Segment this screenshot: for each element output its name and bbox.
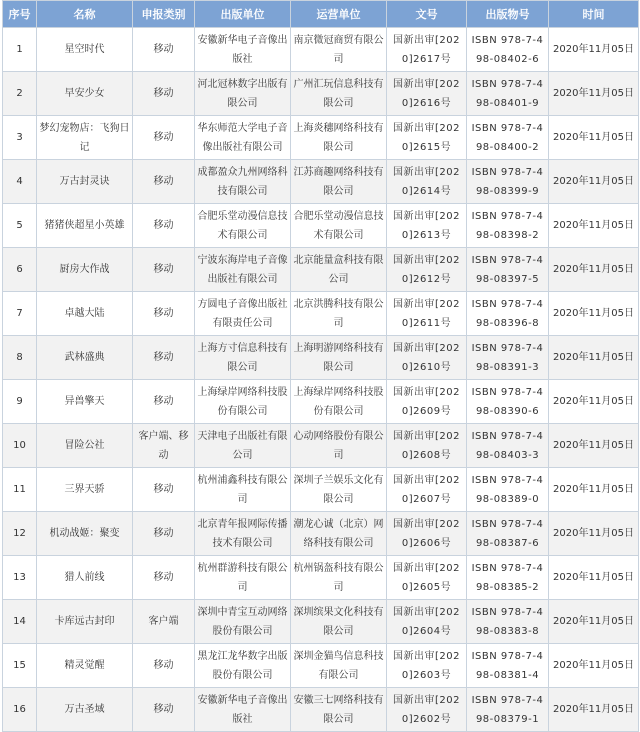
cell-operator: 合肥乐堂动漫信息技术有限公司 — [291, 204, 387, 248]
cell-name: 武林盛典 — [37, 336, 133, 380]
cell-no: 9 — [3, 380, 37, 424]
cell-date: 2020年11月05日 — [549, 688, 639, 732]
cell-publisher: 宁波东海岸电子音像出版社有限公司 — [195, 248, 291, 292]
cell-publisher: 黑龙江龙华数字出版股份有限公司 — [195, 644, 291, 688]
table-row — [3, 468, 639, 512]
table-row — [3, 644, 639, 688]
cell-publisher: 深圳中青宝互动网络股份有限公司 — [195, 600, 291, 644]
cell-date: 2020年11月05日 — [549, 556, 639, 600]
header-doc-number: 文号 — [387, 1, 467, 28]
cell-publisher: 杭州浦鑫科技有限公司 — [195, 468, 291, 512]
table-row — [3, 424, 639, 468]
cell-category: 移动 — [133, 160, 195, 204]
cell-name: 梦幻宠物店：飞狗日记 — [37, 116, 133, 160]
header-category: 申报类别 — [133, 1, 195, 28]
cell-category: 移动 — [133, 336, 195, 380]
cell-doc-number: 国新出审[2020]2608号 — [387, 424, 467, 468]
cell-doc-number: 国新出审[2020]2604号 — [387, 600, 467, 644]
table-body — [3, 28, 639, 732]
cell-isbn: ISBN 978-7-498-08402-6 — [467, 28, 549, 72]
cell-operator: 安徽三七网络科技有限公司 — [291, 688, 387, 732]
cell-category: 移动 — [133, 556, 195, 600]
cell-operator: 深圳子兰娱乐文化有限公司 — [291, 468, 387, 512]
cell-category: 移动 — [133, 204, 195, 248]
table-row — [3, 512, 639, 556]
cell-name: 万古圣域 — [37, 688, 133, 732]
cell-operator: 北京能量盒科技有限公司 — [291, 248, 387, 292]
cell-date: 2020年11月05日 — [549, 72, 639, 116]
cell-isbn: ISBN 978-7-498-08397-5 — [467, 248, 549, 292]
cell-operator: 上海绿岸网络科技股份有限公司 — [291, 380, 387, 424]
cell-doc-number: 国新出审[2020]2617号 — [387, 28, 467, 72]
table-row — [3, 204, 639, 248]
cell-isbn: ISBN 978-7-498-08379-1 — [467, 688, 549, 732]
cell-doc-number: 国新出审[2020]2613号 — [387, 204, 467, 248]
cell-doc-number: 国新出审[2020]2616号 — [387, 72, 467, 116]
cell-isbn: ISBN 978-7-498-08389-0 — [467, 468, 549, 512]
cell-publisher: 杭州群游科技有限公司 — [195, 556, 291, 600]
cell-isbn: ISBN 978-7-498-08383-8 — [467, 600, 549, 644]
cell-name: 猎人前线 — [37, 556, 133, 600]
cell-isbn: ISBN 978-7-498-08399-9 — [467, 160, 549, 204]
header-row — [3, 1, 639, 28]
cell-doc-number: 国新出审[2020]2611号 — [387, 292, 467, 336]
game-approval-table — [2, 0, 639, 732]
cell-doc-number: 国新出审[2020]2609号 — [387, 380, 467, 424]
cell-name: 万古封灵诀 — [37, 160, 133, 204]
cell-no: 5 — [3, 204, 37, 248]
cell-no: 4 — [3, 160, 37, 204]
table-row — [3, 292, 639, 336]
header-date: 时间 — [549, 1, 639, 28]
cell-category: 移动 — [133, 116, 195, 160]
cell-name: 卡库远古封印 — [37, 600, 133, 644]
cell-date: 2020年11月05日 — [549, 116, 639, 160]
cell-isbn: ISBN 978-7-498-08385-2 — [467, 556, 549, 600]
cell-doc-number: 国新出审[2020]2606号 — [387, 512, 467, 556]
cell-name: 早安少女 — [37, 72, 133, 116]
cell-date: 2020年11月05日 — [549, 160, 639, 204]
cell-date: 2020年11月05日 — [549, 204, 639, 248]
cell-operator: 江苏商趣网络科技有限公司 — [291, 160, 387, 204]
cell-isbn: ISBN 978-7-498-08387-6 — [467, 512, 549, 556]
cell-category: 客户端、移动 — [133, 424, 195, 468]
cell-no: 7 — [3, 292, 37, 336]
cell-no: 10 — [3, 424, 37, 468]
cell-date: 2020年11月05日 — [549, 424, 639, 468]
cell-category: 移动 — [133, 72, 195, 116]
cell-date: 2020年11月05日 — [549, 248, 639, 292]
cell-operator: 心动网络股份有限公司 — [291, 424, 387, 468]
cell-doc-number: 国新出审[2020]2603号 — [387, 644, 467, 688]
cell-category: 客户端 — [133, 600, 195, 644]
cell-name: 机动战姬：聚变 — [37, 512, 133, 556]
table-row — [3, 600, 639, 644]
cell-no: 3 — [3, 116, 37, 160]
cell-publisher: 合肥乐堂动漫信息技术有限公司 — [195, 204, 291, 248]
cell-date: 2020年11月05日 — [549, 468, 639, 512]
cell-date: 2020年11月05日 — [549, 380, 639, 424]
table-row — [3, 116, 639, 160]
table-row — [3, 336, 639, 380]
cell-no: 14 — [3, 600, 37, 644]
cell-name: 精灵觉醒 — [37, 644, 133, 688]
cell-category: 移动 — [133, 248, 195, 292]
cell-no: 1 — [3, 28, 37, 72]
header-no: 序号 — [3, 1, 37, 28]
cell-category: 移动 — [133, 468, 195, 512]
cell-publisher: 天津电子出版社有限公司 — [195, 424, 291, 468]
cell-isbn: ISBN 978-7-498-08381-4 — [467, 644, 549, 688]
cell-operator: 广州汇玩信息科技有限公司 — [291, 72, 387, 116]
cell-category: 移动 — [133, 512, 195, 556]
cell-operator: 上海炎穗网络科技有限公司 — [291, 116, 387, 160]
cell-operator: 上海明游网络科技有限公司 — [291, 336, 387, 380]
cell-operator: 深圳缤果文化科技有限公司 — [291, 600, 387, 644]
cell-doc-number: 国新出审[2020]2602号 — [387, 688, 467, 732]
table-row — [3, 688, 639, 732]
cell-doc-number: 国新出审[2020]2615号 — [387, 116, 467, 160]
cell-publisher: 安徽新华电子音像出版社 — [195, 688, 291, 732]
header-name: 名称 — [37, 1, 133, 28]
cell-category: 移动 — [133, 644, 195, 688]
cell-name: 卓越大陆 — [37, 292, 133, 336]
cell-operator: 潮龙心诚（北京）网络科技有限公司 — [291, 512, 387, 556]
cell-category: 移动 — [133, 380, 195, 424]
cell-operator: 南京微冠商贸有限公司 — [291, 28, 387, 72]
cell-name: 异兽擎天 — [37, 380, 133, 424]
cell-isbn: ISBN 978-7-498-08403-3 — [467, 424, 549, 468]
cell-publisher: 上海方寸信息科技有限公司 — [195, 336, 291, 380]
cell-isbn: ISBN 978-7-498-08401-9 — [467, 72, 549, 116]
table-row — [3, 72, 639, 116]
cell-no: 2 — [3, 72, 37, 116]
cell-isbn: ISBN 978-7-498-08391-3 — [467, 336, 549, 380]
cell-operator: 北京洪腾科技有限公司 — [291, 292, 387, 336]
cell-publisher: 成都盈众九州网络科技有限公司 — [195, 160, 291, 204]
cell-isbn: ISBN 978-7-498-08398-2 — [467, 204, 549, 248]
cell-name: 厨房大作战 — [37, 248, 133, 292]
cell-date: 2020年11月05日 — [549, 28, 639, 72]
cell-name: 三界天骄 — [37, 468, 133, 512]
cell-operator: 深圳金猫鸟信息科技有限公司 — [291, 644, 387, 688]
cell-no: 16 — [3, 688, 37, 732]
cell-no: 13 — [3, 556, 37, 600]
cell-category: 移动 — [133, 292, 195, 336]
cell-doc-number: 国新出审[2020]2614号 — [387, 160, 467, 204]
table-header — [3, 1, 639, 28]
cell-isbn: ISBN 978-7-498-08390-6 — [467, 380, 549, 424]
table-row — [3, 380, 639, 424]
cell-no: 15 — [3, 644, 37, 688]
cell-date: 2020年11月05日 — [549, 292, 639, 336]
cell-doc-number: 国新出审[2020]2612号 — [387, 248, 467, 292]
cell-no: 12 — [3, 512, 37, 556]
cell-publisher: 华东师范大学电子音像出版社有限公司 — [195, 116, 291, 160]
table-row — [3, 28, 639, 72]
cell-date: 2020年11月05日 — [549, 644, 639, 688]
cell-no: 6 — [3, 248, 37, 292]
cell-no: 11 — [3, 468, 37, 512]
cell-doc-number: 国新出审[2020]2610号 — [387, 336, 467, 380]
cell-category: 移动 — [133, 688, 195, 732]
table-row — [3, 160, 639, 204]
cell-publisher: 北京青年报网际传播技术有限公司 — [195, 512, 291, 556]
header-isbn: 出版物号 — [467, 1, 549, 28]
cell-doc-number: 国新出审[2020]2605号 — [387, 556, 467, 600]
cell-category: 移动 — [133, 28, 195, 72]
cell-date: 2020年11月05日 — [549, 512, 639, 556]
cell-date: 2020年11月05日 — [549, 600, 639, 644]
header-publisher: 出版单位 — [195, 1, 291, 28]
cell-name: 星空时代 — [37, 28, 133, 72]
cell-isbn: ISBN 978-7-498-08396-8 — [467, 292, 549, 336]
table-row — [3, 248, 639, 292]
cell-isbn: ISBN 978-7-498-08400-2 — [467, 116, 549, 160]
cell-operator: 杭州锅盔科技有限公司 — [291, 556, 387, 600]
cell-name: 冒险公社 — [37, 424, 133, 468]
cell-publisher: 安徽新华电子音像出版社 — [195, 28, 291, 72]
cell-publisher: 河北冠林数字出版有限公司 — [195, 72, 291, 116]
header-operator: 运营单位 — [291, 1, 387, 28]
table-row — [3, 556, 639, 600]
cell-date: 2020年11月05日 — [549, 336, 639, 380]
cell-publisher: 方圆电子音像出版社有限责任公司 — [195, 292, 291, 336]
cell-name: 猪猪侠超星小英雄 — [37, 204, 133, 248]
cell-doc-number: 国新出审[2020]2607号 — [387, 468, 467, 512]
cell-no: 8 — [3, 336, 37, 380]
cell-publisher: 上海绿岸网络科技股份有限公司 — [195, 380, 291, 424]
